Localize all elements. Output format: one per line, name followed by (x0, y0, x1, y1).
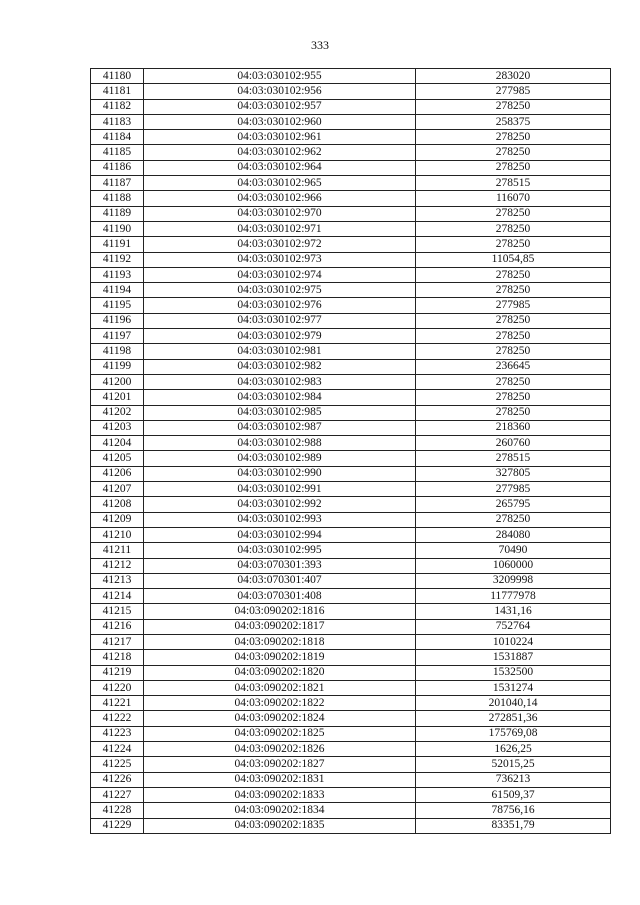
cadastral-number-cell: 04:03:090202:1825 (144, 726, 416, 741)
table-row (91, 69, 611, 84)
table-body (91, 69, 611, 834)
table-row (91, 772, 611, 787)
row-number-cell: 41192 (91, 252, 144, 267)
table-row (91, 84, 611, 99)
value-cell: 116070 (416, 191, 611, 206)
row-number-cell: 41202 (91, 405, 144, 420)
row-number-cell: 41215 (91, 604, 144, 619)
table-row (91, 726, 611, 741)
value-cell: 11777978 (416, 589, 611, 604)
row-number-cell: 41205 (91, 451, 144, 466)
row-number-cell: 41197 (91, 329, 144, 344)
cadastral-number-cell: 04:03:030102:984 (144, 390, 416, 405)
value-cell: 3209998 (416, 573, 611, 588)
cadastral-number-cell: 04:03:030102:961 (144, 130, 416, 145)
cadastral-number-cell: 04:03:030102:995 (144, 543, 416, 558)
cadastral-number-cell: 04:03:030102:971 (144, 221, 416, 236)
value-cell: 736213 (416, 772, 611, 787)
cadastral-number-cell: 04:03:030102:990 (144, 466, 416, 481)
cadastral-number-cell: 04:03:030102:977 (144, 313, 416, 328)
row-number-cell: 41229 (91, 818, 144, 833)
table-row (91, 99, 611, 114)
table-row (91, 650, 611, 665)
row-number-cell: 41206 (91, 466, 144, 481)
table-row (91, 160, 611, 175)
cadastral-number-cell: 04:03:090202:1831 (144, 772, 416, 787)
cadastral-number-cell: 04:03:090202:1822 (144, 696, 416, 711)
value-cell: 83351,79 (416, 818, 611, 833)
table-row (91, 742, 611, 757)
row-number-cell: 41228 (91, 803, 144, 818)
table-row (91, 405, 611, 420)
row-number-cell: 41198 (91, 344, 144, 359)
row-number-cell: 41213 (91, 573, 144, 588)
row-number-cell: 41193 (91, 267, 144, 282)
value-cell: 278250 (416, 512, 611, 527)
row-number-cell: 41196 (91, 313, 144, 328)
table-row (91, 466, 611, 481)
value-cell: 1532500 (416, 665, 611, 680)
row-number-cell: 41221 (91, 696, 144, 711)
cadastral-number-cell: 04:03:030102:956 (144, 84, 416, 99)
table-row (91, 237, 611, 252)
value-cell: 278250 (416, 283, 611, 298)
cadastral-number-cell: 04:03:030102:992 (144, 497, 416, 512)
row-number-cell: 41190 (91, 221, 144, 236)
cadastral-number-cell: 04:03:070301:407 (144, 573, 416, 588)
table-row (91, 313, 611, 328)
value-cell: 52015,25 (416, 757, 611, 772)
table-row (91, 252, 611, 267)
value-cell: 278250 (416, 344, 611, 359)
table-row (91, 696, 611, 711)
table-row (91, 130, 611, 145)
row-number-cell: 41199 (91, 359, 144, 374)
cadastral-number-cell: 04:03:030102:975 (144, 283, 416, 298)
table-row (91, 757, 611, 772)
cadastral-number-cell: 04:03:030102:994 (144, 527, 416, 542)
table-row (91, 665, 611, 680)
value-cell: 278250 (416, 329, 611, 344)
value-cell: 175769,08 (416, 726, 611, 741)
value-cell: 218360 (416, 420, 611, 435)
cadastral-number-cell: 04:03:030102:982 (144, 359, 416, 374)
cadastral-number-cell: 04:03:030102:965 (144, 176, 416, 191)
table-row (91, 497, 611, 512)
row-number-cell: 41201 (91, 390, 144, 405)
value-cell: 327805 (416, 466, 611, 481)
value-cell: 278250 (416, 99, 611, 114)
value-cell: 278515 (416, 176, 611, 191)
cadastral-number-cell: 04:03:030102:983 (144, 374, 416, 389)
cadastral-number-cell: 04:03:030102:962 (144, 145, 416, 160)
value-cell: 284080 (416, 527, 611, 542)
cadastral-number-cell: 04:03:030102:955 (144, 69, 416, 84)
table-row (91, 787, 611, 802)
cadastral-number-cell: 04:03:030102:973 (144, 252, 416, 267)
table-row (91, 512, 611, 527)
cadastral-number-cell: 04:03:090202:1819 (144, 650, 416, 665)
value-cell: 278515 (416, 451, 611, 466)
value-cell: 11054,85 (416, 252, 611, 267)
row-number-cell: 41210 (91, 527, 144, 542)
row-number-cell: 41185 (91, 145, 144, 160)
value-cell: 272851,36 (416, 711, 611, 726)
table-row (91, 543, 611, 558)
cadastral-number-cell: 04:03:090202:1834 (144, 803, 416, 818)
value-cell: 201040,14 (416, 696, 611, 711)
value-cell: 1531887 (416, 650, 611, 665)
value-cell: 278250 (416, 374, 611, 389)
value-cell: 1531274 (416, 680, 611, 695)
value-cell: 277985 (416, 482, 611, 497)
row-number-cell: 41226 (91, 772, 144, 787)
row-number-cell: 41204 (91, 436, 144, 451)
table-row (91, 145, 611, 160)
value-cell: 278250 (416, 206, 611, 221)
value-cell: 752764 (416, 619, 611, 634)
cadastral-number-cell: 04:03:090202:1826 (144, 742, 416, 757)
cadastral-number-cell: 04:03:090202:1816 (144, 604, 416, 619)
table-row (91, 359, 611, 374)
cadastral-number-cell: 04:03:030102:970 (144, 206, 416, 221)
row-number-cell: 41203 (91, 420, 144, 435)
row-number-cell: 41195 (91, 298, 144, 313)
row-number-cell: 41214 (91, 589, 144, 604)
value-cell: 260760 (416, 436, 611, 451)
table-row (91, 482, 611, 497)
value-cell: 1010224 (416, 634, 611, 649)
value-cell: 1431,16 (416, 604, 611, 619)
row-number-cell: 41188 (91, 191, 144, 206)
row-number-cell: 41222 (91, 711, 144, 726)
table-row (91, 329, 611, 344)
cadastral-number-cell: 04:03:030102:974 (144, 267, 416, 282)
cadastral-number-cell: 04:03:090202:1820 (144, 665, 416, 680)
table-row (91, 206, 611, 221)
table-row (91, 191, 611, 206)
cadastral-number-cell: 04:03:030102:964 (144, 160, 416, 175)
table-row (91, 114, 611, 129)
value-cell: 278250 (416, 405, 611, 420)
cadastral-number-cell: 04:03:030102:988 (144, 436, 416, 451)
value-cell: 278250 (416, 237, 611, 252)
table-row (91, 634, 611, 649)
row-number-cell: 41184 (91, 130, 144, 145)
row-number-cell: 41207 (91, 482, 144, 497)
cadastral-number-cell: 04:03:090202:1827 (144, 757, 416, 772)
table-row (91, 589, 611, 604)
row-number-cell: 41186 (91, 160, 144, 175)
cadastral-number-cell: 04:03:030102:981 (144, 344, 416, 359)
table-row (91, 803, 611, 818)
table-row (91, 818, 611, 833)
table-row (91, 374, 611, 389)
cadastral-number-cell: 04:03:030102:979 (144, 329, 416, 344)
table-row (91, 451, 611, 466)
row-number-cell: 41211 (91, 543, 144, 558)
cadastral-number-cell: 04:03:030102:991 (144, 482, 416, 497)
row-number-cell: 41191 (91, 237, 144, 252)
row-number-cell: 41189 (91, 206, 144, 221)
value-cell: 78756,16 (416, 803, 611, 818)
table-row (91, 436, 611, 451)
page-number: 333 (311, 38, 329, 52)
row-number-cell: 41200 (91, 374, 144, 389)
value-cell: 1060000 (416, 558, 611, 573)
cadastral-value-table (90, 68, 611, 834)
table-row (91, 344, 611, 359)
value-cell: 236645 (416, 359, 611, 374)
cadastral-number-cell: 04:03:030102:966 (144, 191, 416, 206)
table-row (91, 390, 611, 405)
row-number-cell: 41180 (91, 69, 144, 84)
table-row (91, 573, 611, 588)
value-cell: 70490 (416, 543, 611, 558)
row-number-cell: 41220 (91, 680, 144, 695)
table-row (91, 176, 611, 191)
cadastral-number-cell: 04:03:030102:989 (144, 451, 416, 466)
row-number-cell: 41223 (91, 726, 144, 741)
row-number-cell: 41227 (91, 787, 144, 802)
cadastral-number-cell: 04:03:090202:1835 (144, 818, 416, 833)
value-cell: 278250 (416, 221, 611, 236)
cadastral-number-cell: 04:03:070301:393 (144, 558, 416, 573)
cadastral-number-cell: 04:03:070301:408 (144, 589, 416, 604)
row-number-cell: 41181 (91, 84, 144, 99)
value-cell: 278250 (416, 160, 611, 175)
table-row (91, 420, 611, 435)
row-number-cell: 41218 (91, 650, 144, 665)
cadastral-number-cell: 04:03:030102:993 (144, 512, 416, 527)
value-cell: 265795 (416, 497, 611, 512)
cadastral-number-cell: 04:03:030102:957 (144, 99, 416, 114)
table-row (91, 619, 611, 634)
row-number-cell: 41187 (91, 176, 144, 191)
table-row (91, 267, 611, 282)
cadastral-number-cell: 04:03:030102:976 (144, 298, 416, 313)
value-cell: 277985 (416, 84, 611, 99)
table-row (91, 221, 611, 236)
cadastral-number-cell: 04:03:030102:960 (144, 114, 416, 129)
value-cell: 278250 (416, 313, 611, 328)
cadastral-number-cell: 04:03:090202:1817 (144, 619, 416, 634)
value-cell: 277985 (416, 298, 611, 313)
cadastral-number-cell: 04:03:030102:985 (144, 405, 416, 420)
cadastral-number-cell: 04:03:090202:1818 (144, 634, 416, 649)
row-number-cell: 41208 (91, 497, 144, 512)
cadastral-number-cell: 04:03:090202:1833 (144, 787, 416, 802)
cadastral-number-cell: 04:03:090202:1821 (144, 680, 416, 695)
table-row (91, 558, 611, 573)
value-cell: 258375 (416, 114, 611, 129)
table-row (91, 527, 611, 542)
value-cell: 283020 (416, 69, 611, 84)
table-row (91, 298, 611, 313)
cadastral-number-cell: 04:03:090202:1824 (144, 711, 416, 726)
cadastral-number-cell: 04:03:030102:972 (144, 237, 416, 252)
value-cell: 278250 (416, 390, 611, 405)
row-number-cell: 41209 (91, 512, 144, 527)
cadastral-number-cell: 04:03:030102:987 (144, 420, 416, 435)
row-number-cell: 41224 (91, 742, 144, 757)
value-cell: 278250 (416, 130, 611, 145)
value-cell: 1626,25 (416, 742, 611, 757)
table-row (91, 711, 611, 726)
row-number-cell: 41225 (91, 757, 144, 772)
row-number-cell: 41219 (91, 665, 144, 680)
table-row (91, 283, 611, 298)
row-number-cell: 41194 (91, 283, 144, 298)
row-number-cell: 41183 (91, 114, 144, 129)
table-row (91, 680, 611, 695)
value-cell: 278250 (416, 267, 611, 282)
table-row (91, 604, 611, 619)
value-cell: 61509,37 (416, 787, 611, 802)
value-cell: 278250 (416, 145, 611, 160)
row-number-cell: 41182 (91, 99, 144, 114)
row-number-cell: 41216 (91, 619, 144, 634)
row-number-cell: 41212 (91, 558, 144, 573)
row-number-cell: 41217 (91, 634, 144, 649)
